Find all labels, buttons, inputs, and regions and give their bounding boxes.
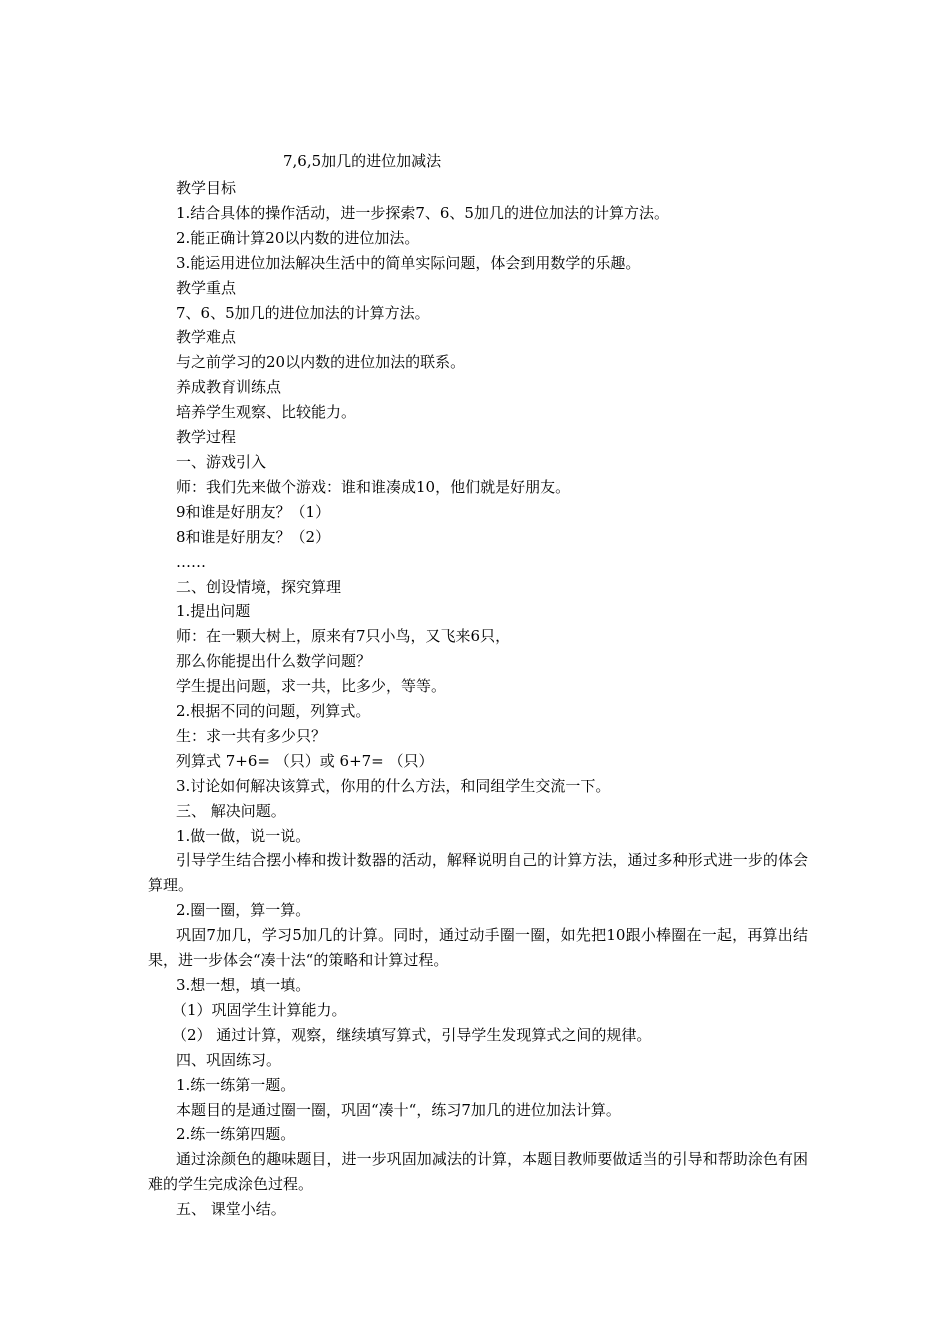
key-point-text: 7、6、5加几的进位加法的计算方法。: [176, 303, 430, 322]
section-1-line: 8和谁是好朋友？（2）: [176, 527, 331, 546]
section-3-paragraph: 巩固7加几，学习5加几的计算。同时，通过动手圈一圈，如先把10跟小棒圈在一起，再算出结果，进一步体会“凑十法“的策略和计算过程。: [148, 926, 808, 970]
document-title: 7,6,5加几的进位加减法: [283, 152, 442, 170]
section-2-line: 那么你能提出什么数学问题？: [176, 652, 372, 671]
section-1-ellipsis: ……: [176, 552, 206, 571]
heading-teaching-process: 教学过程: [176, 428, 237, 447]
section-3-paragraph: 引导学生结合摆小棒和拨计数器的活动，解释说明自己的计算方法，通过多种形式进一步的体会算理。: [148, 851, 808, 895]
section-2-line: 3.讨论如何解决该算式，你用的什么方法，和同组学生交流一下。: [176, 776, 611, 795]
goal-item-1: 1.结合具体的操作活动，进一步探索7、6、5加几的进位加法的计算方法。: [176, 203, 669, 222]
document-body: [148, 176, 808, 1222]
training-point-text: 培养学生观察、比较能力。: [176, 403, 357, 422]
section-4-line: 本题目的是通过圈一圈，巩固“凑十“，练习7加几的进位加法计算。: [176, 1100, 621, 1119]
section-1-heading: 一、游戏引入: [176, 452, 267, 471]
section-5-heading: 五、 课堂小结。: [176, 1200, 286, 1219]
section-3-subitem: （2） 通过计算，观察，继续填写算式，引导学生发现算式之间的规律。: [172, 1025, 652, 1044]
section-2-line: 师：在一颗大树上，原来有7只小鸟，又飞来6只，: [176, 627, 511, 646]
section-2-line: 列算式 7+6= （只）或 6+7= （只）: [176, 751, 434, 770]
heading-key-points: 教学重点: [176, 278, 237, 297]
section-3-line: 1.做一做，说一说。: [176, 826, 311, 845]
section-4-heading: 四、巩固练习。: [176, 1050, 282, 1069]
section-3-subitem: （1）巩固学生计算能力。: [172, 1000, 347, 1019]
heading-teaching-goals: 教学目标: [176, 179, 237, 197]
section-3-heading: 三、 解决问题。: [176, 801, 286, 820]
section-2-heading: 二、创设情境，探究算理: [176, 577, 342, 596]
goal-item-3: 3.能运用进位加法解决生活中的简单实际问题，体会到用数学的乐趣。: [176, 253, 641, 272]
section-2-line: 生：求一共有多少只？: [176, 726, 327, 745]
section-2-line: 1.提出问题: [176, 602, 251, 621]
heading-training-point: 养成教育训练点: [176, 378, 282, 397]
section-4-line: 2.练一练第四题。: [176, 1125, 296, 1144]
difficulty-text: 与之前学习的20以内数的进位加法的联系。: [176, 353, 466, 372]
heading-difficulties: 教学难点: [176, 328, 237, 347]
goal-item-2: 2.能正确计算20以内数的进位加法。: [176, 228, 420, 247]
section-3-line: 3.想一想，填一填。: [176, 976, 311, 994]
section-4-line: 1.练一练第一题。: [176, 1075, 296, 1094]
section-2-line: 2.根据不同的问题，列算式。: [176, 702, 371, 721]
section-2-line: 学生提出问题，求一共，比多少，等等。: [176, 677, 447, 696]
section-1-line: 9和谁是好朋友？（1）: [176, 502, 331, 521]
section-4-paragraph: 通过涂颜色的趣味题目，进一步巩固加减法的计算，本题目教师要做适当的引导和帮助涂色有困难的学生完成涂色过程。: [148, 1150, 808, 1194]
section-1-line: 师：我们先来做个游戏：谁和谁凑成10，他们就是好朋友。: [176, 477, 571, 496]
section-3-line: 2.圈一圈，算一算。: [176, 901, 311, 920]
